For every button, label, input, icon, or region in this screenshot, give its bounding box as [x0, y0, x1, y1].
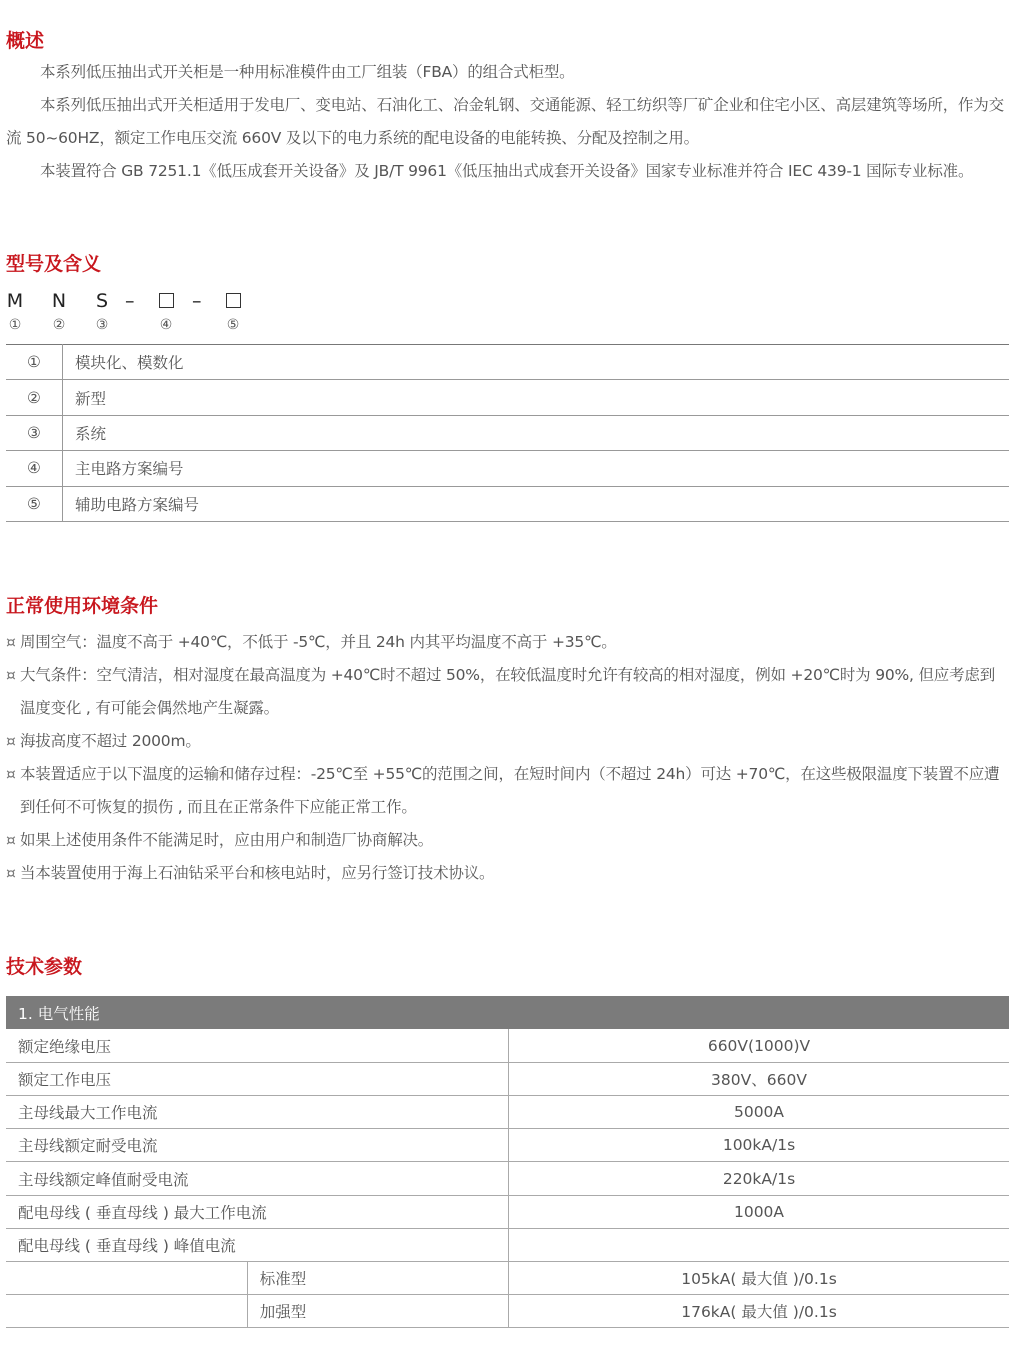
table-row: [6, 345, 1009, 380]
overview-paragraph: 本装置符合 GB 7251.1《低压成套开关设备》及 JB/T 9961《低压抽出式成套开关设备》国家专业标准并符合 IEC 439-1 国际专业标准。: [40, 162, 974, 180]
model-meaning-table: [6, 344, 1009, 522]
list-item: [6, 758, 1010, 824]
overview-heading: 概述: [6, 30, 45, 52]
model-heading: 型号及含义: [6, 253, 102, 275]
code-cell: [221, 288, 245, 336]
code-cell: [3, 288, 27, 336]
list-item: [6, 824, 1010, 857]
meaning-number: ⑤: [6, 486, 63, 521]
bullet-icon: ¤: [6, 732, 16, 750]
bullet-icon: ¤: [6, 633, 16, 651]
param-value: 380V、660V: [509, 1062, 1010, 1095]
bullet-icon: ¤: [6, 666, 16, 684]
table-row: [6, 1262, 1009, 1295]
table-row: [6, 380, 1009, 415]
meaning-text: 模块化、模数化: [63, 345, 1010, 380]
list-item-text: 当本装置使用于海上石油钻采平台和核电站时，应另行签订技术协议。: [20, 864, 495, 882]
param-label: 主母线最大工作电流: [6, 1096, 509, 1129]
param-value: 220kA/1s: [509, 1162, 1010, 1195]
param-value: 105kA( 最大值 )/0.1s: [509, 1262, 1010, 1295]
code-number: ③: [95, 317, 109, 333]
table-row: [6, 1129, 1009, 1162]
code-number: ②: [52, 317, 66, 333]
table-row: [6, 1162, 1009, 1195]
list-item-text: 本装置适应于以下温度的运输和储存过程：-25℃至 +55℃的范围之间，在短时间内（不超过 24h）可达 +70℃，在这些极限温度下装置不应遭到任何不可恢复的损伤 , 而且在正常条件下应能正常工作。: [20, 765, 1000, 816]
param-value: 1000A: [509, 1195, 1010, 1228]
tech-params-table: [6, 996, 1009, 1328]
overview-paragraph: 本系列低压抽出式开关柜是一种用标准模件由工厂组装（FBA）的组合式柜型。: [40, 63, 575, 81]
code-cell: [47, 288, 71, 336]
table-row: [6, 1062, 1009, 1095]
code-letter: S: [95, 290, 109, 312]
param-label: 额定绝缘电压: [6, 1029, 509, 1062]
bullet-icon: ¤: [6, 864, 16, 882]
blank-cell: [6, 1295, 247, 1328]
code-letter: M: [6, 290, 24, 312]
section-title: 1. 电气性能: [6, 996, 1009, 1029]
bullet-icon: ¤: [6, 765, 16, 783]
code-dash: –: [125, 290, 135, 312]
table-row: [6, 451, 1009, 486]
code-box: [226, 293, 241, 308]
environment-list: [6, 626, 1010, 890]
blank-cell: [6, 1262, 247, 1295]
bullet-icon: ¤: [6, 831, 16, 849]
table-row: [6, 1228, 1009, 1261]
meaning-number: ④: [6, 451, 63, 486]
param-label: 配电母线 ( 垂直母线 ) 峰值电流: [6, 1228, 509, 1261]
table-row: [6, 486, 1009, 521]
environment-heading: 正常使用环境条件: [6, 595, 159, 617]
meaning-number: ①: [6, 345, 63, 380]
list-item-text: 海拔高度不超过 2000m。: [20, 732, 201, 750]
code-number: ④: [159, 317, 173, 333]
code-dash: –: [192, 290, 202, 312]
param-sublabel: 标准型: [247, 1262, 508, 1295]
param-sublabel: 加强型: [247, 1295, 508, 1328]
param-value: [509, 1228, 1010, 1261]
meaning-number: ②: [6, 380, 63, 415]
param-value: 176kA( 最大值 )/0.1s: [509, 1295, 1010, 1328]
param-value: 660V(1000)V: [509, 1029, 1010, 1062]
meaning-text: 辅助电路方案编号: [63, 486, 1010, 521]
code-letter: N: [51, 290, 67, 312]
list-item-text: 如果上述使用条件不能满足时，应由用户和制造厂协商解决。: [20, 831, 434, 849]
list-item: [6, 857, 1010, 890]
code-cell: [90, 288, 114, 336]
meaning-text: 系统: [63, 415, 1010, 450]
tech-heading: 技术参数: [6, 956, 83, 978]
param-label: 主母线额定峰值耐受电流: [6, 1162, 509, 1195]
table-row: [6, 1295, 1009, 1328]
list-item: [6, 725, 1010, 758]
overview-text: [6, 56, 1012, 188]
list-item: [6, 659, 1010, 725]
table-section-header: [6, 996, 1009, 1029]
meaning-text: 主电路方案编号: [63, 451, 1010, 486]
param-label: 主母线额定耐受电流: [6, 1129, 509, 1162]
param-label: 配电母线 ( 垂直母线 ) 最大工作电流: [6, 1195, 509, 1228]
param-value: 100kA/1s: [509, 1129, 1010, 1162]
code-box: [159, 293, 174, 308]
table-row: [6, 1096, 1009, 1129]
table-row: [6, 1029, 1009, 1062]
table-row: [6, 415, 1009, 450]
param-label: 额定工作电压: [6, 1062, 509, 1095]
code-cell: [154, 288, 178, 336]
list-item: [6, 626, 1010, 659]
meaning-text: 新型: [63, 380, 1010, 415]
overview-paragraph: 本系列低压抽出式开关柜适用于发电厂、变电站、石油化工、冶金轧钢、交通能源、轻工纺织等厂矿企业和住宅小区、高层建筑等场所，作为交流 50~60HZ，额定工作电压交流 660V 及以下的电力系统的配电设备的电能转换、分配及控制之用。: [6, 96, 1004, 147]
model-code-diagram: [6, 288, 326, 338]
param-value: 5000A: [509, 1096, 1010, 1129]
list-item-text: 周围空气：温度不高于 +40℃，不低于 -5℃，并且 24h 内其平均温度不高于 +35℃。: [20, 633, 617, 651]
code-number: ⑤: [226, 317, 240, 333]
meaning-number: ③: [6, 415, 63, 450]
code-number: ①: [8, 317, 22, 333]
list-item-text: 大气条件：空气清洁，相对湿度在最高温度为 +40℃时不超过 50%，在较低温度时允许有较高的相对湿度，例如 +20℃时为 90%, 但应考虑到温度变化 , 有可能会偶然地产生凝露。: [20, 666, 996, 717]
table-row: [6, 1195, 1009, 1228]
